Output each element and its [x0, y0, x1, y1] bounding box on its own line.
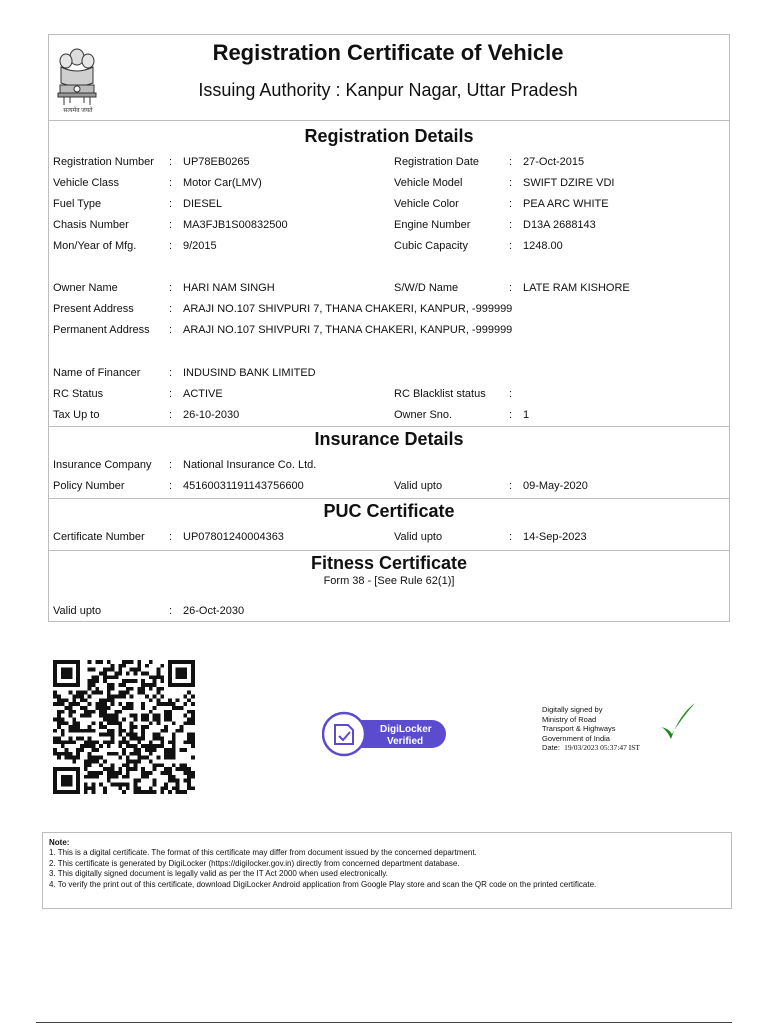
signature-line-1: Digitally signed by [542, 705, 603, 714]
qr-finder-center [61, 775, 72, 786]
colon: : [169, 409, 173, 421]
digital-signature-box [539, 703, 707, 753]
vehicle-color-value: PEA ARC WHITE [523, 198, 609, 210]
note-item: 1. This is a digital certificate. The format of this certificate may differ from document issued by the concerned department. [49, 848, 477, 857]
fitness-valid-label: Valid upto [53, 605, 102, 617]
colon: : [169, 240, 173, 252]
colon: : [509, 156, 513, 168]
swd-name-label: S/W/D Name [394, 282, 459, 294]
signature-date-label: Date: [542, 743, 560, 752]
fitness-section-title: Fitness Certificate [310, 553, 468, 573]
engine-number-value: D13A 2688143 [523, 219, 596, 231]
permanent-address-label: Permanent Address [53, 324, 150, 336]
colon: : [169, 282, 173, 294]
vehicle-model-value: SWIFT DZIRE VDI [523, 177, 615, 189]
checkmark-icon [657, 701, 697, 745]
owner-sno-value: 1 [523, 409, 530, 421]
vehicle-model-label: Vehicle Model [394, 177, 463, 189]
insurance-company-value: National Insurance Co. Ltd. [183, 459, 317, 471]
colon: : [169, 219, 173, 231]
colon: : [169, 480, 173, 492]
fitness-valid-value: 26-Oct-2030 [183, 605, 245, 617]
note-item: 4. To verify the print out of this certificate, download DigiLocker Android application from Google Play store and scan the QR code on the printed certificate. [49, 879, 597, 889]
colon: : [169, 198, 173, 210]
page-footer-rule [36, 1022, 732, 1023]
insurance-company-label: Insurance Company [53, 459, 152, 471]
policy-number-value: 45160031191143756600 [183, 480, 304, 492]
colon: : [169, 605, 173, 617]
registration-section-title: Registration Details [304, 126, 474, 146]
signature-line-4: Government of India [542, 733, 610, 743]
mfg-date-label: Mon/Year of Mfg. [53, 240, 137, 252]
notes-title: Note: [49, 838, 70, 847]
divider [48, 120, 730, 121]
note-item: 3. This digitally signed document is legally valid as per the IT Act 2000 when used electronically. [49, 869, 388, 878]
permanent-address-value: ARAJI NO.107 SHIVPURI 7, THANA CHAKERI, KANPUR, -999999 [183, 324, 513, 336]
colon: : [509, 409, 513, 421]
owner-name-value: HARI NAM SINGH [183, 282, 275, 294]
insurance-section-title: Insurance Details [314, 429, 464, 449]
emblem-caption: सत्यमेव जयते [63, 108, 93, 114]
note-item: 2. This certificate is generated by DigiLocker (https://digilocker.gov.in) directly from concerned department database. [49, 858, 460, 868]
vehicle-class-label: Vehicle Class [53, 177, 120, 189]
rc-blacklist-label: RC Blacklist status [394, 388, 486, 400]
vehicle-color-label: Vehicle Color [394, 198, 459, 210]
owner-sno-label: Owner Sno. [394, 409, 453, 421]
colon: : [509, 240, 513, 252]
signature-date-value: 19/03/2023 05:37:47 IST [564, 743, 640, 752]
colon: : [169, 303, 173, 315]
divider [48, 498, 730, 499]
reg-date-label: Registration Date [394, 156, 479, 168]
digilocker-verified-badge [322, 710, 448, 760]
colon: : [509, 388, 513, 400]
qr-modules [53, 660, 195, 794]
rc-status-value: ACTIVE [183, 388, 223, 400]
tax-upto-label: Tax Up to [53, 409, 100, 421]
financer-value: INDUSIND BANK LIMITED [183, 367, 316, 379]
financer-label: Name of Financer [53, 367, 141, 379]
insurance-valid-label: Valid upto [394, 480, 443, 492]
tax-upto-value: 26-10-2030 [183, 409, 240, 421]
colon: : [169, 177, 173, 189]
engine-number-label: Engine Number [394, 219, 471, 231]
insurance-valid-value: 09-May-2020 [523, 480, 588, 492]
puc-certificate-value: UP07801240004363 [183, 531, 284, 543]
verified-label: Verified [387, 736, 424, 747]
swd-name-value: LATE RAM KISHORE [523, 282, 630, 294]
reg-number-label: Registration Number [53, 156, 154, 168]
fuel-type-value: DIESEL [183, 198, 223, 210]
chasis-number-value: MA3FJB1S00832500 [183, 219, 288, 231]
colon: : [509, 480, 513, 492]
colon: : [509, 531, 513, 543]
reg-date-value: 27-Oct-2015 [523, 156, 585, 168]
rc-status-label: RC Status [53, 388, 104, 400]
fitness-form-note: Form 38 - [See Rule 62(1)] [323, 575, 455, 587]
colon: : [509, 198, 513, 210]
colon: : [169, 388, 173, 400]
fuel-type-label: Fuel Type [53, 198, 102, 210]
divider [48, 550, 730, 551]
colon: : [169, 459, 173, 471]
present-address-label: Present Address [53, 303, 134, 315]
colon: : [509, 219, 513, 231]
page-title: Registration Certificate of Vehicle [212, 40, 564, 65]
reg-number-value: UP78EB0265 [183, 156, 250, 168]
present-address-value: ARAJI NO.107 SHIVPURI 7, THANA CHAKERI, KANPUR, -999999 [183, 303, 513, 315]
puc-section-title: PUC Certificate [323, 501, 455, 521]
issuing-authority: Issuing Authority : Kanpur Nagar, Uttar Pradesh [198, 80, 578, 100]
puc-valid-value: 14-Sep-2023 [523, 531, 587, 543]
signature-line-3: Transport & Highways [542, 724, 616, 733]
cubic-capacity-label: Cubic Capacity [394, 240, 468, 252]
colon: : [169, 324, 173, 336]
qr-finder-center [61, 668, 72, 679]
qr-code-icon [53, 660, 195, 794]
puc-valid-label: Valid upto [394, 531, 443, 543]
cubic-capacity-value: 1248.00 [523, 240, 563, 252]
colon: : [169, 156, 173, 168]
colon: : [169, 531, 173, 543]
divider [48, 426, 730, 427]
vehicle-class-value: Motor Car(LMV) [183, 177, 262, 189]
policy-number-label: Policy Number [53, 480, 125, 492]
colon: : [509, 282, 513, 294]
signature-line-2: Ministry of Road [542, 714, 597, 724]
qr-finder-center [176, 668, 187, 679]
puc-certificate-label: Certificate Number [53, 531, 145, 543]
colon: : [169, 367, 173, 379]
mfg-date-value: 9/2015 [183, 240, 217, 252]
owner-name-label: Owner Name [53, 282, 118, 294]
chasis-number-label: Chasis Number [53, 219, 129, 231]
digilocker-label: DigiLocker [380, 724, 432, 735]
colon: : [509, 177, 513, 189]
notes-box [42, 832, 732, 909]
